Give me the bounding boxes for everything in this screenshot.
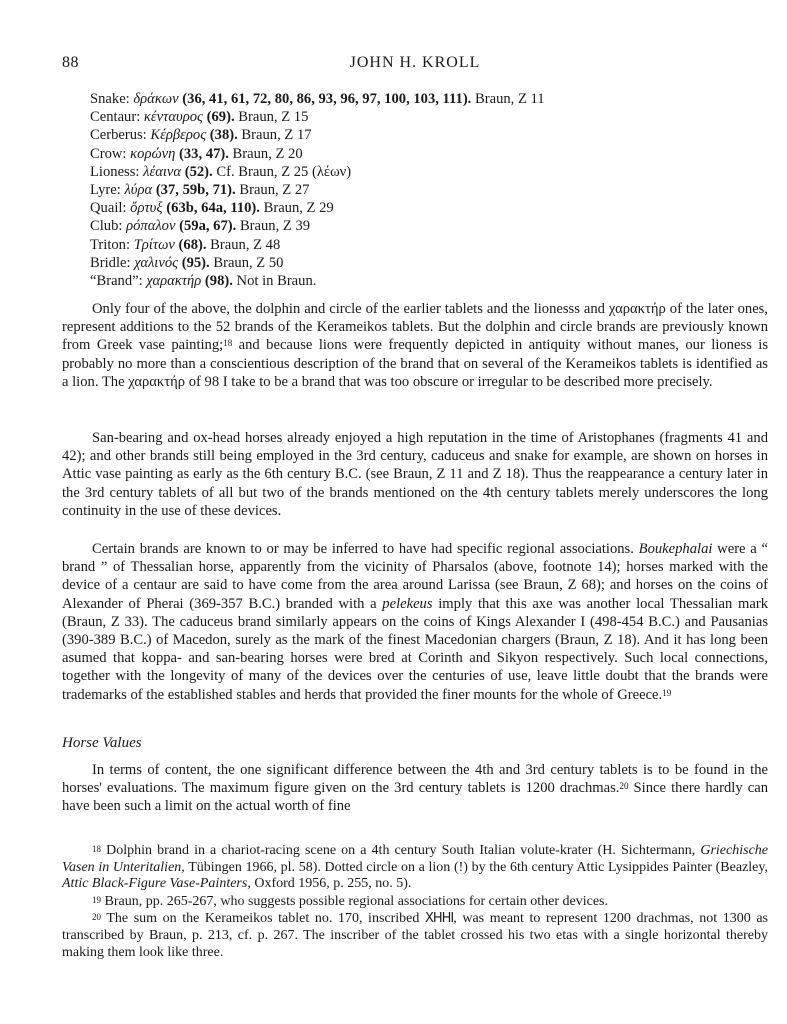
brand-reference: Cf. Braun, Z 25 (λέων) xyxy=(216,163,352,180)
footnote-ref-19[interactable]: 19 xyxy=(662,687,672,698)
inscription-glyph: XHHI xyxy=(424,911,454,927)
running-title: JOHN H. KROLL xyxy=(349,54,481,71)
brand-greek: κένταυρος xyxy=(143,109,203,126)
footnote-19: $^{19}$ Braun, pp. 265-267, who suggests possible regional associations for certain other devices. xyxy=(92,893,609,909)
brand-list-item xyxy=(90,126,730,144)
paragraph-1: Only four of the above, the dolphin and circle of the earlier tablets and the lionesss and χαρακτήρ of the later ones, represent additions to the 52 brands of the Kerameikos tablets. But the dolphin and circle brands are previously known from Greek vase painting;$^{18}$ and because lions were frequently depicted in antiquity without manes, our lioness is probably no more than a conscientious description of the brand that on several of the Kerameikos tablets is identified as a lion. The χαρακτήρ of 98 I take to be a brand that was too obscure or irregular to be described more precisely. xyxy=(62,301,768,390)
brand-list xyxy=(90,90,730,290)
section-heading: Horse Values xyxy=(62,735,142,751)
brand-tablet-numbers: (59a, 67). xyxy=(179,218,237,235)
brand-greek: Κέρβερος xyxy=(150,127,207,144)
brand-list-item xyxy=(90,163,730,181)
brand-greek: δράκων xyxy=(133,91,179,107)
paragraph-3: Certain brands are known to or may be inferred to have had specific regional associations. Boukephalai were a “ brand ” of Thessalian horse, apparently from the vicinity of Pharsalos (above, footnote 14); horses marked with the device of a centaur are said to have come from the area around Larissa (see Braun, Z 68); and horses on the coins of Alexander of Pherai (369-357 B.C.) branded with a pelekeus imply that this axe was another local Thessalian mark (Braun, Z 33). The caduceus brand similarly appears on the coins of Kings Alexander I (498-454 B.C.) and Pausanias (390-389 B.C.) of Macedon, surely as the mark of the finest Macedonian chargers (Braun, Z 18). And it has long been asumed that koppa- and san-bearing horses were bred at Corinth and Sikyon respectively. Such local connections, together with the longevity of many of the devices over the centuries of use, leave little doubt that the brands were trademarks of the established stables and herds that provided the finer mounts for the whole of Greece.$^{19}$ xyxy=(62,541,768,703)
brand-tablet-numbers: (37, 59b, 71). xyxy=(155,182,236,199)
footnotes xyxy=(62,843,768,962)
brand-list-item xyxy=(90,217,730,235)
brand-reference: Braun, Z 20 xyxy=(232,145,303,162)
brand-label: Crow: xyxy=(90,145,127,162)
brand-greek: Τρίτων xyxy=(133,236,175,253)
brand-label: “Brand”: xyxy=(90,273,143,290)
brand-label: Bridle: xyxy=(90,254,131,271)
paragraph-2: San-bearing and ox-head horses already enjoyed a high reputation in the time of Aristophanes (fragments 41 and 42); and other brands still being employed in the 3rd century, caduceus and snake for example, are shown on horses in Attic vase painting as early as the 6th century B.C. (see Braun, Z 11 and Z 18). Thus the reappearance a century later in the 3rd century tablets of all but two of the brands mentioned on the 4th century tablets merely underscores the long continuity in the use of these devices. xyxy=(62,430,768,519)
brand-reference: Not in Braun. xyxy=(236,273,317,290)
brand-reference: Braun, Z 15 xyxy=(238,109,309,126)
brand-greek: χαλινός xyxy=(134,254,179,271)
brand-tablet-numbers: (68). xyxy=(178,236,207,253)
brand-greek: χαρακτήρ xyxy=(146,273,202,290)
brand-greek: ρόπαλον xyxy=(126,218,176,235)
brand-greek: λύρα xyxy=(124,182,153,199)
brand-list-item xyxy=(90,272,730,290)
brand-reference: Braun, Z 17 xyxy=(241,127,312,144)
brand-list-item xyxy=(90,254,730,272)
brand-reference: Braun, Z 39 xyxy=(239,218,311,235)
brand-greek: ὄρτυξ xyxy=(130,200,163,217)
brand-reference: Braun, Z 29 xyxy=(263,200,334,217)
brand-label: Club: xyxy=(90,218,123,235)
brand-tablet-numbers: (36, 41, 61, 72, 80, 86, 93, 96, 97, 100, 103, 111). xyxy=(182,91,472,107)
brand-list-item xyxy=(90,236,730,254)
footnote-18: $^{18}$ Dolphin brand in a chariot-racing scene on a 4th century South Italian volute-krater (H. Sichtermann, Griechische Vasen in Unteritalien, Tübingen 1966, pl. 58). Dotted circle on a lion (!) by the 6th century Attic Lysippides Painter (Beazley, Attic Black-Figure Vase-Painters, Oxford 1956, p. 255, no. 5). xyxy=(62,843,769,892)
brand-list-item xyxy=(90,108,730,126)
brand-tablet-numbers: (98). xyxy=(204,273,233,290)
brand-list-item xyxy=(90,181,730,199)
brand-tablet-numbers: (38). xyxy=(209,127,238,144)
brand-tablet-numbers: (95). xyxy=(181,254,210,271)
brand-greek: κορώνη xyxy=(130,145,176,162)
brand-label: Snake: xyxy=(90,91,130,107)
brand-label: Cerberus: xyxy=(90,127,147,144)
brand-greek: λέαινα xyxy=(143,163,182,180)
brand-tablet-numbers: (33, 47). xyxy=(179,145,229,162)
brand-label: Triton: xyxy=(90,236,131,253)
brand-tablet-numbers: (69). xyxy=(206,109,235,126)
footnote-ref-18[interactable]: 18 xyxy=(223,338,233,349)
paragraph-4: In terms of content, the one significant difference between the 4th and 3rd century tablets is to be found in the horses' evaluations. The maximum figure given on the 3rd century tablets is 1200 drachmas.$^{20}$ Since there hardly can have been such a limit on the actual worth of fine xyxy=(62,762,768,815)
brand-reference: Braun, Z 50 xyxy=(213,254,284,271)
brand-label: Lyre: xyxy=(90,182,121,199)
brand-list-item xyxy=(90,145,730,163)
brand-list-item xyxy=(90,90,730,108)
footnote-ref-20[interactable]: 20 xyxy=(619,781,629,792)
brand-reference: Braun, Z 48 xyxy=(210,236,281,253)
brand-reference: Braun, Z 11 xyxy=(475,91,545,107)
brand-label: Centaur: xyxy=(90,109,141,126)
footnote-20: $^{20}$ The sum on the Kerameikos tablet no. 170, inscribed XHHI, was meant to represent 1200 drachmas, not 1300 as transcribed by Braun, p. 213, cf. p. 267. The inscriber of the tablet crossed his two etas with a single horizontal thereby making them look like three. xyxy=(62,911,768,960)
brand-label: Quail: xyxy=(90,200,127,217)
running-header xyxy=(62,54,768,74)
brand-tablet-numbers: (63b, 64a, 110). xyxy=(166,200,260,217)
brand-reference: Braun, Z 27 xyxy=(239,182,310,199)
brand-tablet-numbers: (52). xyxy=(184,163,213,180)
page-number: 88 xyxy=(62,54,79,71)
brand-label: Lioness: xyxy=(90,163,140,180)
brand-list-item xyxy=(90,199,730,217)
